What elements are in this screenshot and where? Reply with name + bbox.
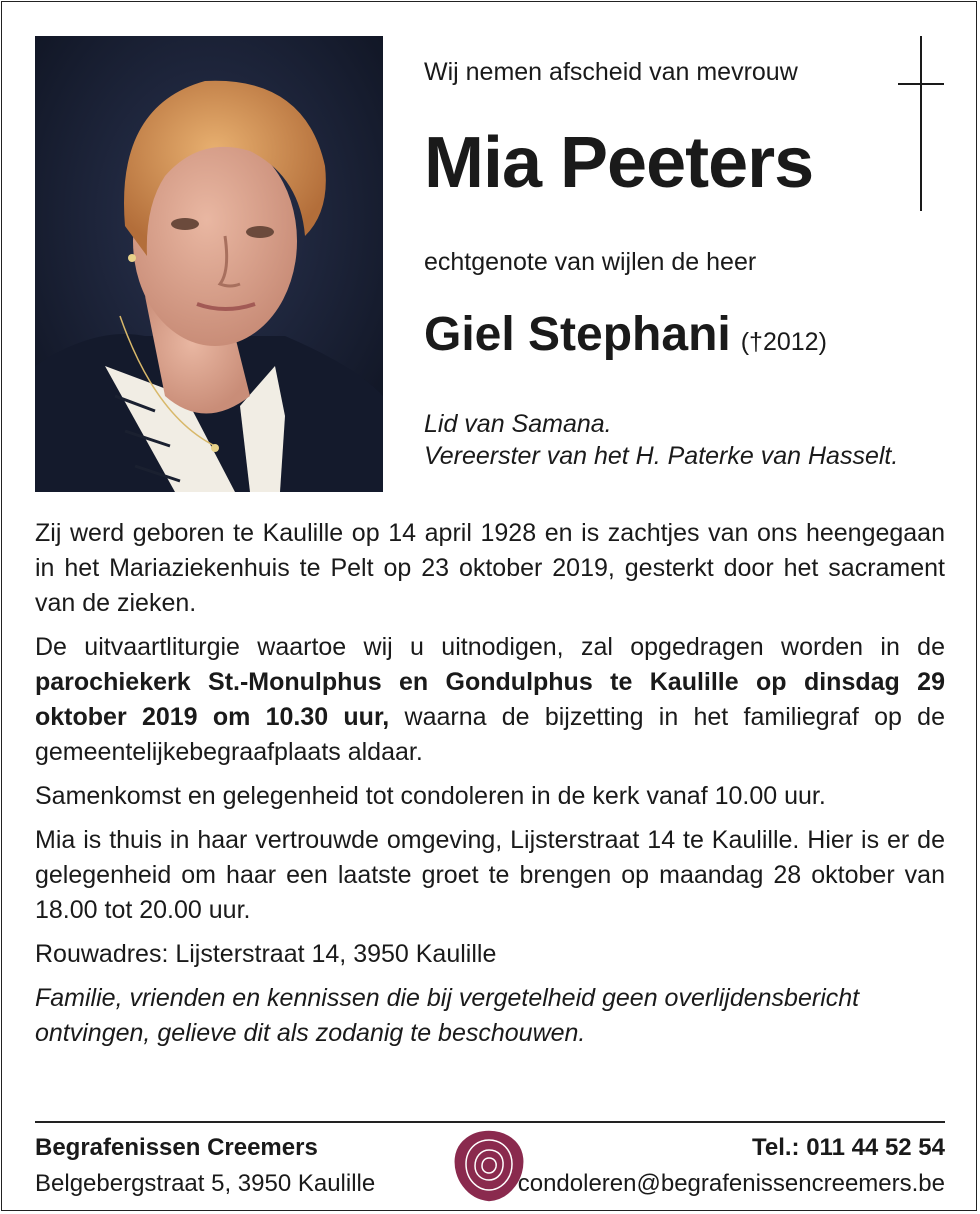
closing-note: Familie, vrienden en kennissen die bij vergetelheid geen overlijdensbericht ontvingen, gelieve dit als zodanig te beschouwen.	[35, 984, 860, 1047]
notice-body	[35, 516, 945, 1060]
birth-death-paragraph: Zij werd geboren te Kaulille op 14 april 1928 en is zachtjes van ons heengegaan in het Mariaziekenhuis te Pelt op 23 oktober 2019, gesterkt door het sacrament van de zieken.	[35, 519, 945, 617]
funeral-location-date: parochiekerk St.-Monulphus en Gondulphus te Kaulille op dinsdag 29 oktober 2019 om 10.30 uur,	[35, 668, 945, 731]
funeral-text-intro: De uitvaartliturgie waartoe wij u uitnodigen, zal opgedragen worden in de	[35, 633, 945, 661]
spouse-name: Giel Stephani	[424, 308, 731, 361]
funeral-home-address: Belgebergstraat 5, 3950 Kaulille	[35, 1170, 376, 1197]
role-line: Lid van Samana.	[424, 410, 612, 438]
phone-number[interactable]: Tel.: 011 44 52 54	[751, 1134, 945, 1161]
visitation-paragraph: Mia is thuis in haar vertrouwde omgeving, Lijsterstraat 14 te Kaulille. Hier is er de gelegenheid om haar een laatste groet te brengen op maandag 28 oktober van 18.00 tot 20.00 uur.	[35, 826, 945, 924]
footer-divider	[35, 1121, 945, 1123]
email-address[interactable]: condoleren@begrafenissencreemers.be	[517, 1170, 945, 1197]
roles	[424, 408, 898, 472]
funeral-home-name: Begrafenissen Creemers	[35, 1134, 318, 1161]
portrait-photo	[35, 36, 383, 492]
deceased-name: Mia Peeters	[424, 123, 814, 203]
condolence-paragraph: Samenkomst en gelegenheid tot condoleren in de kerk vanaf 10.00 uur.	[35, 782, 826, 810]
spouse-death-year: (†2012)	[740, 328, 827, 356]
cross-icon	[898, 36, 944, 211]
portrait-illustration	[35, 36, 383, 492]
intro-text: Wij nemen afscheid van mevrouw	[424, 58, 798, 86]
mourning-address: Rouwadres: Lijsterstraat 14, 3950 Kaulille	[35, 940, 497, 968]
funeral-paragraph	[35, 630, 945, 770]
funeral-text-burial: waarna de bijzetting in het familiegraf op de gemeentelijkebegraafplaats aldaar.	[35, 703, 945, 766]
role-line: Vereerster van het H. Paterke van Hasselt.	[424, 442, 899, 470]
spouse-line	[424, 304, 827, 377]
spouse-intro-text: echtgenote van wijlen de heer	[424, 248, 757, 276]
